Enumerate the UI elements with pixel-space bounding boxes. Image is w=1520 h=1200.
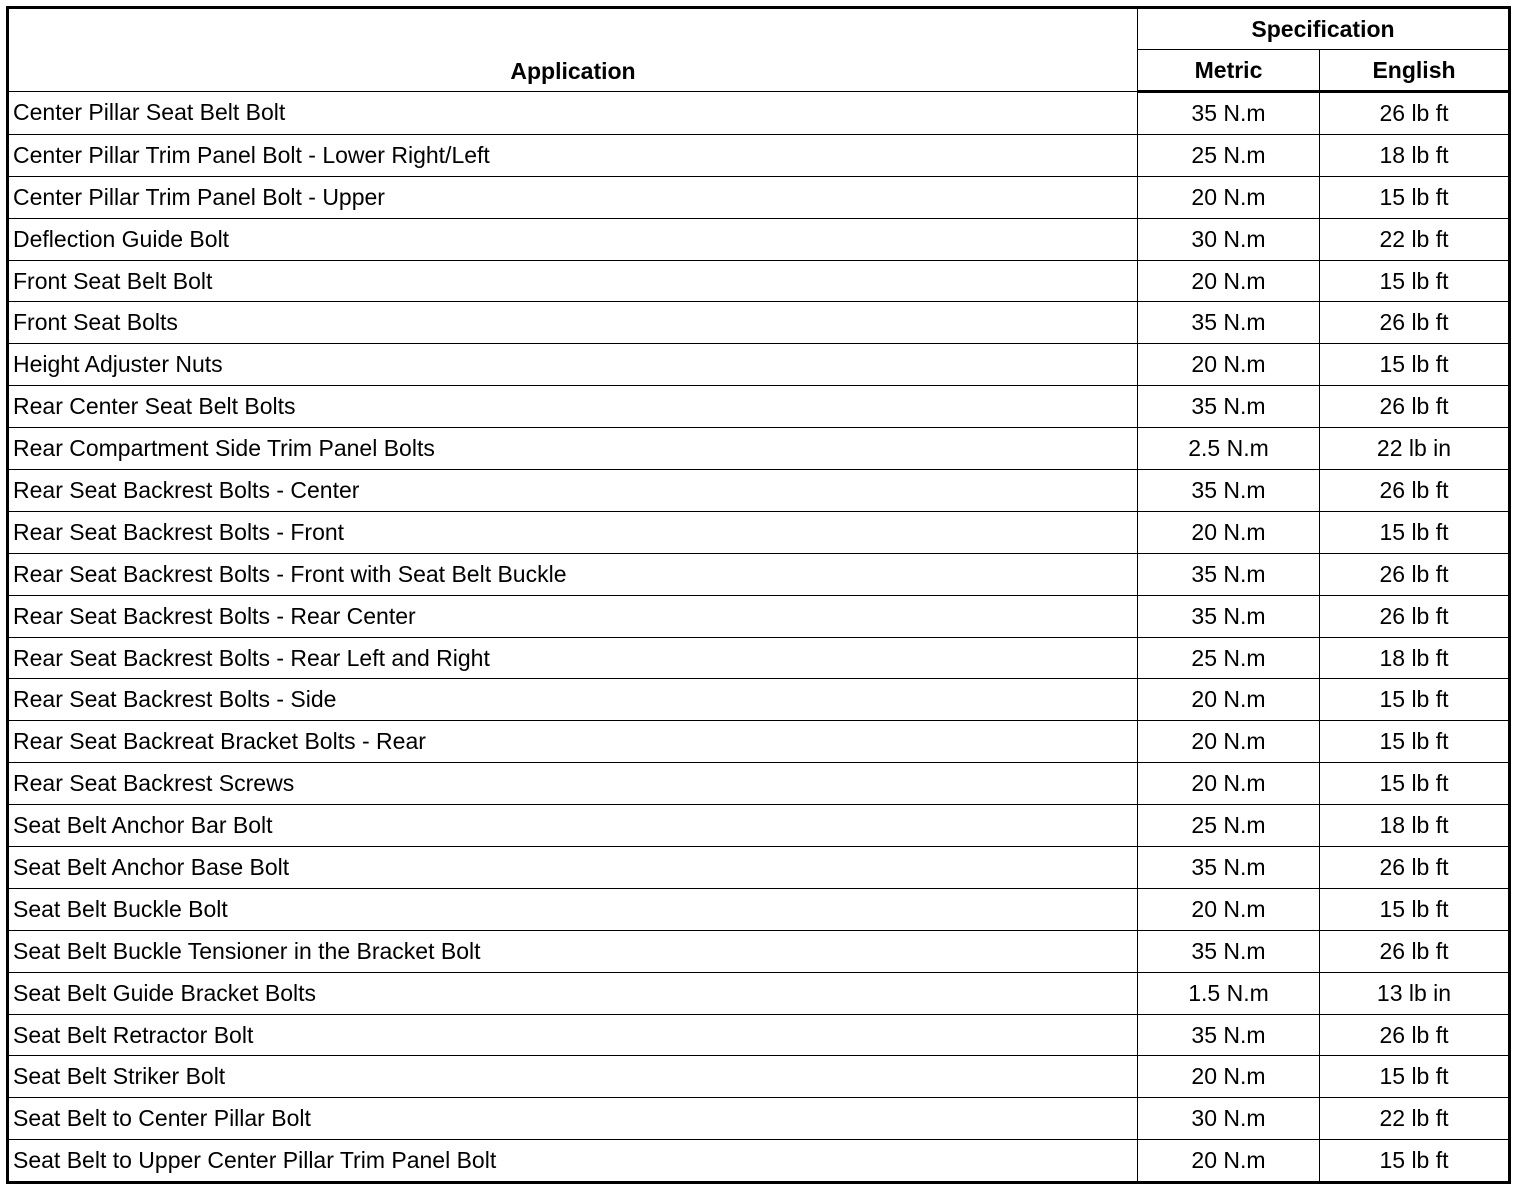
table-row [8, 134, 1510, 176]
application-cell: Rear Seat Backreat Bracket Bolts - Rear [8, 721, 1138, 763]
application-cell: Center Pillar Trim Panel Bolt - Lower Right/Left [8, 134, 1138, 176]
table-row [8, 302, 1510, 344]
application-cell: Center Pillar Trim Panel Bolt - Upper [8, 176, 1138, 218]
table-row [8, 847, 1510, 889]
application-cell: Seat Belt to Center Pillar Bolt [8, 1098, 1138, 1140]
metric-value-cell: 20 N.m [1138, 721, 1320, 763]
table-row [8, 1014, 1510, 1056]
metric-value-cell: 35 N.m [1138, 553, 1320, 595]
english-value-cell: 26 lb ft [1320, 302, 1510, 344]
table-row [8, 972, 1510, 1014]
english-value-cell: 22 lb ft [1320, 1098, 1510, 1140]
english-value-cell: 26 lb ft [1320, 1014, 1510, 1056]
english-value-cell: 26 lb ft [1320, 92, 1510, 135]
english-value-cell: 15 lb ft [1320, 1056, 1510, 1098]
specification-group-header: Specification [1138, 8, 1510, 50]
table-header [8, 8, 1510, 92]
english-value-cell: 18 lb ft [1320, 637, 1510, 679]
metric-value-cell: 35 N.m [1138, 930, 1320, 972]
english-value-cell: 26 lb ft [1320, 930, 1510, 972]
metric-value-cell: 1.5 N.m [1138, 972, 1320, 1014]
metric-value-cell: 35 N.m [1138, 470, 1320, 512]
metric-value-cell: 30 N.m [1138, 218, 1320, 260]
metric-value-cell: 35 N.m [1138, 847, 1320, 889]
table-row [8, 344, 1510, 386]
english-value-cell: 15 lb ft [1320, 679, 1510, 721]
english-value-cell: 26 lb ft [1320, 847, 1510, 889]
table-row [8, 260, 1510, 302]
application-cell: Rear Seat Backrest Bolts - Front [8, 511, 1138, 553]
english-value-cell: 15 lb ft [1320, 763, 1510, 805]
english-value-cell: 26 lb ft [1320, 595, 1510, 637]
english-value-cell: 26 lb ft [1320, 470, 1510, 512]
application-cell: Front Seat Belt Bolt [8, 260, 1138, 302]
metric-value-cell: 25 N.m [1138, 805, 1320, 847]
english-value-cell: 15 lb ft [1320, 1140, 1510, 1183]
table-row [8, 1140, 1510, 1183]
application-column-header: Application [8, 8, 1138, 92]
metric-value-cell: 35 N.m [1138, 302, 1320, 344]
table-body [8, 92, 1510, 1183]
table-row [8, 470, 1510, 512]
table-row [8, 386, 1510, 428]
application-cell: Front Seat Bolts [8, 302, 1138, 344]
application-cell: Rear Seat Backrest Bolts - Rear Center [8, 595, 1138, 637]
application-cell: Rear Center Seat Belt Bolts [8, 386, 1138, 428]
english-value-cell: 26 lb ft [1320, 386, 1510, 428]
metric-value-cell: 2.5 N.m [1138, 428, 1320, 470]
table-row [8, 428, 1510, 470]
table-row [8, 176, 1510, 218]
table-row [8, 553, 1510, 595]
english-value-cell: 13 lb in [1320, 972, 1510, 1014]
application-cell: Rear Seat Backrest Bolts - Rear Left and Right [8, 637, 1138, 679]
table-row [8, 637, 1510, 679]
metric-value-cell: 35 N.m [1138, 595, 1320, 637]
table-row [8, 92, 1510, 135]
english-value-cell: 15 lb ft [1320, 344, 1510, 386]
metric-value-cell: 20 N.m [1138, 511, 1320, 553]
application-cell: Rear Seat Backrest Screws [8, 763, 1138, 805]
application-cell: Center Pillar Seat Belt Bolt [8, 92, 1138, 135]
english-column-header: English [1320, 50, 1510, 92]
table-row [8, 595, 1510, 637]
table-row [8, 888, 1510, 930]
metric-value-cell: 20 N.m [1138, 176, 1320, 218]
metric-value-cell: 25 N.m [1138, 134, 1320, 176]
metric-value-cell: 20 N.m [1138, 763, 1320, 805]
metric-value-cell: 30 N.m [1138, 1098, 1320, 1140]
metric-value-cell: 20 N.m [1138, 1056, 1320, 1098]
english-value-cell: 22 lb ft [1320, 218, 1510, 260]
application-cell: Rear Seat Backrest Bolts - Front with Seat Belt Buckle [8, 553, 1138, 595]
metric-value-cell: 20 N.m [1138, 260, 1320, 302]
english-value-cell: 15 lb ft [1320, 176, 1510, 218]
application-cell: Deflection Guide Bolt [8, 218, 1138, 260]
application-cell: Seat Belt Guide Bracket Bolts [8, 972, 1138, 1014]
metric-value-cell: 25 N.m [1138, 637, 1320, 679]
table-row [8, 1098, 1510, 1140]
metric-column-header: Metric [1138, 50, 1320, 92]
application-cell: Seat Belt Retractor Bolt [8, 1014, 1138, 1056]
application-cell: Seat Belt Striker Bolt [8, 1056, 1138, 1098]
application-cell: Height Adjuster Nuts [8, 344, 1138, 386]
table-row [8, 1056, 1510, 1098]
application-cell: Seat Belt to Upper Center Pillar Trim Panel Bolt [8, 1140, 1138, 1183]
english-value-cell: 15 lb ft [1320, 260, 1510, 302]
english-value-cell: 18 lb ft [1320, 134, 1510, 176]
table-row [8, 805, 1510, 847]
english-value-cell: 15 lb ft [1320, 721, 1510, 763]
table-row [8, 218, 1510, 260]
metric-value-cell: 20 N.m [1138, 679, 1320, 721]
application-cell: Rear Seat Backrest Bolts - Center [8, 470, 1138, 512]
metric-value-cell: 35 N.m [1138, 1014, 1320, 1056]
table-row [8, 679, 1510, 721]
table-row [8, 763, 1510, 805]
application-cell: Seat Belt Buckle Tensioner in the Bracket Bolt [8, 930, 1138, 972]
metric-value-cell: 35 N.m [1138, 386, 1320, 428]
table-row [8, 511, 1510, 553]
fastener-specification-table [6, 6, 1511, 1184]
english-value-cell: 18 lb ft [1320, 805, 1510, 847]
metric-value-cell: 35 N.m [1138, 92, 1320, 135]
application-cell: Seat Belt Anchor Bar Bolt [8, 805, 1138, 847]
application-cell: Seat Belt Buckle Bolt [8, 888, 1138, 930]
header-row-top [8, 8, 1510, 50]
english-value-cell: 15 lb ft [1320, 888, 1510, 930]
application-cell: Rear Compartment Side Trim Panel Bolts [8, 428, 1138, 470]
metric-value-cell: 20 N.m [1138, 888, 1320, 930]
table-row [8, 930, 1510, 972]
metric-value-cell: 20 N.m [1138, 1140, 1320, 1183]
application-cell: Rear Seat Backrest Bolts - Side [8, 679, 1138, 721]
table-row [8, 721, 1510, 763]
application-cell: Seat Belt Anchor Base Bolt [8, 847, 1138, 889]
metric-value-cell: 20 N.m [1138, 344, 1320, 386]
english-value-cell: 15 lb ft [1320, 511, 1510, 553]
english-value-cell: 26 lb ft [1320, 553, 1510, 595]
english-value-cell: 22 lb in [1320, 428, 1510, 470]
